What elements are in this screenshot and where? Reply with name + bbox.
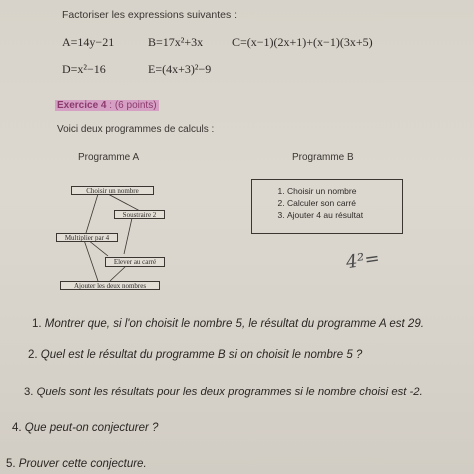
expression-b: B=17x²+3x (148, 35, 204, 49)
arrow-choose-to-multiply (86, 194, 98, 233)
question-text: Quel est le résultat du programme B si on choisit le nombre 5 ? (40, 349, 363, 361)
arrow-subtract-to-square (124, 218, 132, 254)
question-2 (28, 349, 362, 361)
programme-b-step: 1. Choisir un nombre (287, 185, 402, 197)
flow-multiply-four: Multiplier par 4 (56, 233, 118, 242)
question-number: 3. (24, 386, 34, 398)
programme-a-title: Programme A (78, 152, 140, 163)
flow-square: Elever au carré (105, 257, 165, 267)
expression-a: A=14y−21 (62, 35, 115, 49)
question-4 (12, 422, 158, 434)
programme-b-box (251, 179, 403, 234)
flow-choose-number: Choisir un nombre (71, 186, 154, 195)
expression-d: D=x²−16 (62, 62, 106, 76)
arrow-square-to-add (110, 266, 126, 281)
programme-b-step: 2. Calculer son carré (287, 197, 402, 209)
programme-b-steps (252, 180, 402, 221)
question-1 (32, 318, 424, 330)
expression-e: E=(4x+3)²−9 (148, 62, 212, 76)
arrow-multiply-to-square (88, 240, 108, 256)
question-text: Montrer que, si l'on choisit le nombre 5, le résultat du programme A est 29. (44, 318, 424, 330)
exercise-title-label: Exercice 4 (57, 100, 107, 111)
programme-b-step: 3. Ajouter 4 au résultat (287, 209, 402, 221)
question-number: 5. (6, 458, 16, 470)
question-number: 4. (12, 422, 22, 434)
question-number: 1. (32, 318, 42, 330)
question-text: Quels sont les résultats pour les deux programmes si le nombre choisi est -2. (36, 386, 423, 398)
question-text: Prouver cette conjecture. (18, 458, 147, 470)
question-3 (24, 386, 423, 398)
flow-subtract-two: Soustraire 2 (114, 210, 165, 219)
question-5 (6, 458, 147, 470)
question-text: Que peut-on conjecturer ? (24, 422, 159, 434)
flow-add-both: Ajouter les deux nombres (60, 281, 160, 290)
question-number: 2. (28, 349, 38, 361)
factorise-instruction: Factoriser les expressions suivantes : (62, 9, 238, 21)
exercise-intro: Voici deux programmes de calculs : (57, 124, 215, 135)
handwritten-note: 4²= (344, 247, 382, 274)
expression-c: C=(x−1)(2x+1)+(x−1)(3x+5) (232, 35, 373, 49)
exercise-points: : (6 points) (109, 100, 157, 111)
programme-b-title: Programme B (292, 152, 354, 163)
arrow-choose-to-subtract (108, 194, 140, 211)
